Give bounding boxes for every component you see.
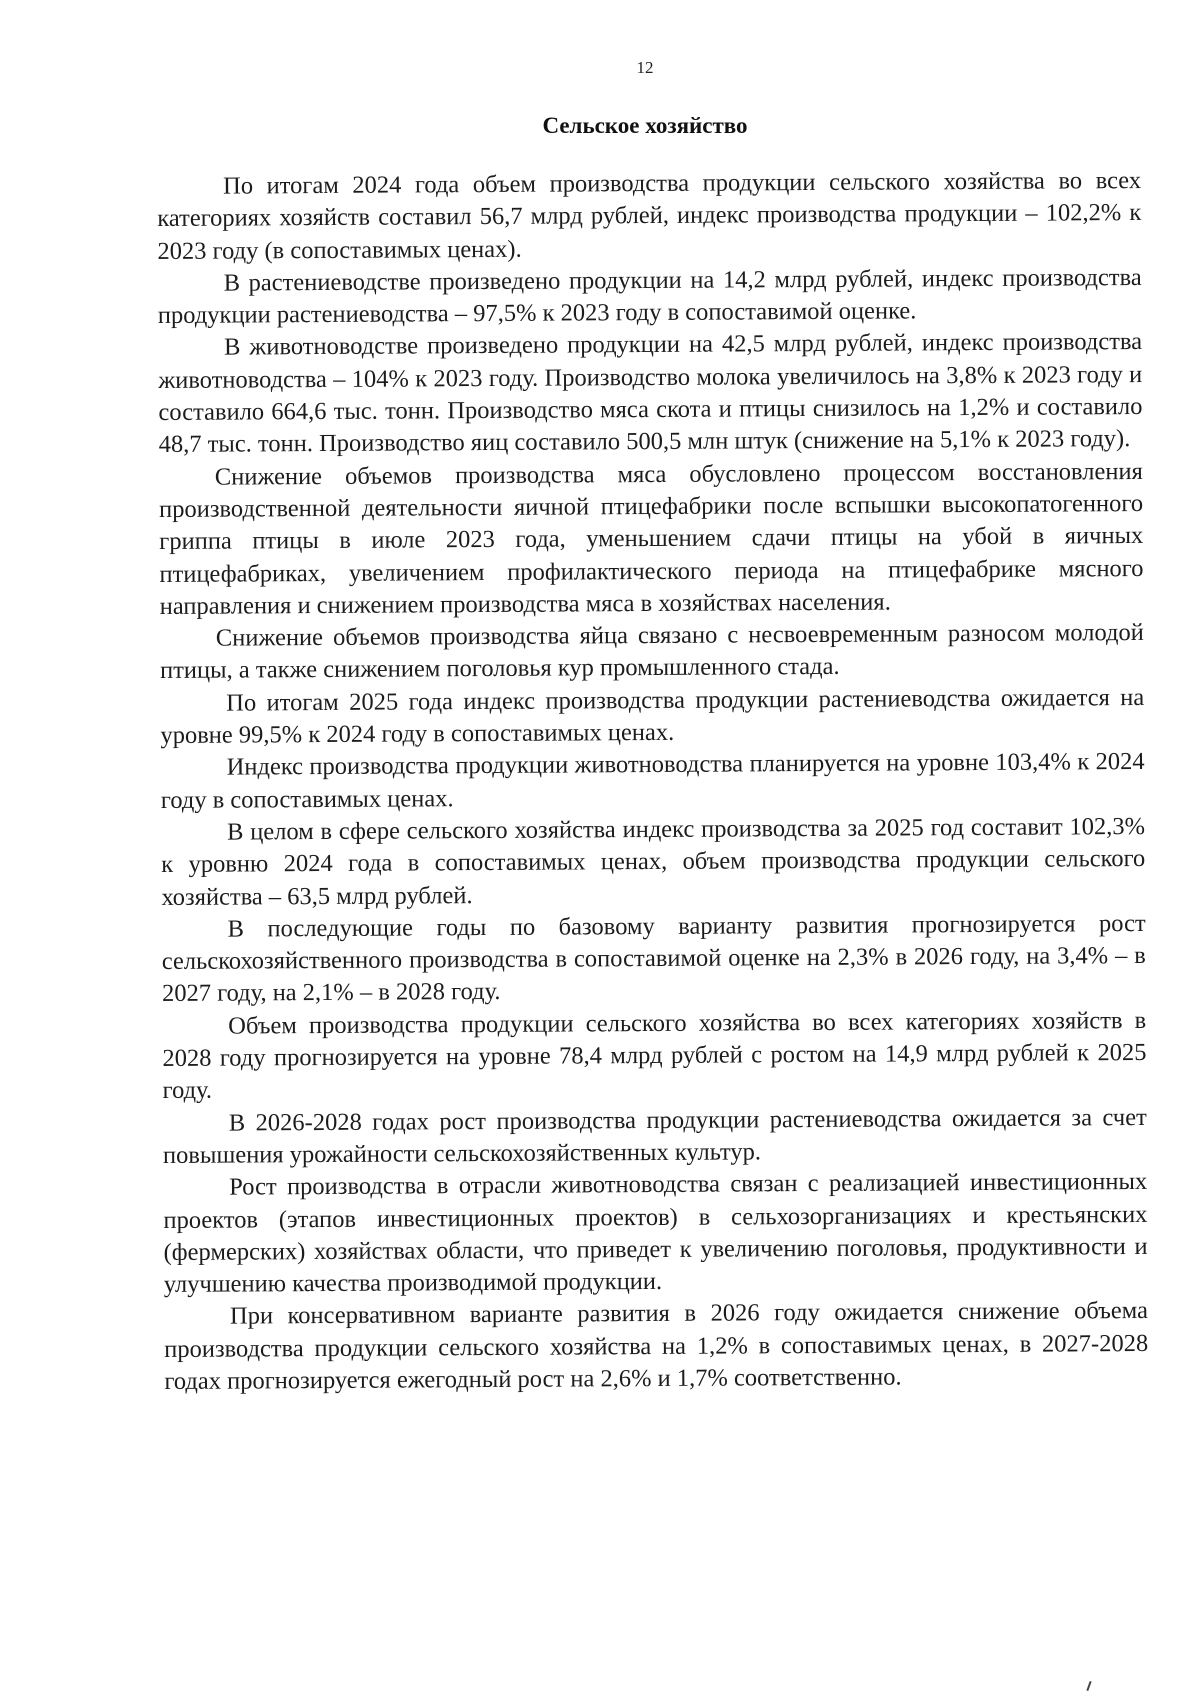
paragraph: В 2026-2028 годах рост производства продукции растениеводства ожидается за счет повышения урожайности сельскохозяйственных культур. xyxy=(162,1103,1147,1169)
page-number: 12 xyxy=(636,58,654,77)
paragraph: Снижение объемов производства яйца связано с несвоевременным разносом молодой птицы, а также снижением поголовья кур промышленного стада. xyxy=(159,619,1144,685)
scan-mark xyxy=(1086,1681,1091,1691)
paragraph: Объем производства продукции сельского хозяйства во всех категориях хозяйств в 2028 году прогнозируется на уровне 78,4 млрд рублей с ростом на 14,9 млрд рублей к 2025 году. xyxy=(162,1006,1147,1105)
section-title: Сельское хозяйство xyxy=(542,113,748,138)
section-body xyxy=(157,165,1148,1398)
paragraph: В растениеводстве произведено продукции на 14,2 млрд рублей, индекс производства продукции растениеводства – 97,5% к 2023 году в сопоставимой оценке. xyxy=(157,263,1142,330)
paragraph: В целом в сфере сельского хозяйства индекс производства за 2025 год составит 102,3% к уровню 2024 года в сопоставимых ценах, объем производства продукции сельского хозяйства – 63,5 млрд рублей. xyxy=(161,812,1146,911)
paragraph: При консервативном варианте развития в 2026 году ожидается снижение объема производства продукции сельского хозяйства на 1,2% в сопоставимых ценах, в 2027-2028 годах прогнозируется ежегодный рост на 2,6% и 1,7% соответственно. xyxy=(164,1297,1149,1395)
paragraph: Индекс производства продукции животноводства планируется на уровне 103,4% к 2024 году в сопоставимых ценах. xyxy=(160,748,1145,814)
paragraph: По итогам 2025 года индекс производства продукции растениеводства ожидается на уровне 99,5% к 2024 году в сопоставимых ценах. xyxy=(160,683,1145,750)
paragraph: В последующие годы по базовому варианту развития прогнозируется рост сельскохозяйственного производства в сопоставимой оценке на 2,3% в 2026 году, на 3,4% – в 2027 году, на 2,1% – в 2028 году. xyxy=(161,909,1146,1008)
paragraph: В животноводстве произведено продукции на 42,5 млрд рублей, индекс производства животноводства – 104% к 2023 году. Производство молока увеличилось на 3,8% к 2023 году и составило 664,6 тыс. тонн. Производство мяса скота и птицы снизилось на 1,2% и составило 48,7 тыс. тонн. Производство яиц составило 500,5 млн штук (снижение на 5,1% к 2023 году). xyxy=(158,328,1143,459)
paragraph: По итогам 2024 года объем производства продукции сельского хозяйства во всех категориях хозяйств составил 56,7 млрд рублей, индекс производства продукции – 102,2% к 2023 году (в сопоставимых ценах). xyxy=(157,166,1142,265)
paragraph: Рост производства в отрасли животноводства связан с реализацией инвестиционных проектов (этапов инвестиционных проектов) в сельхозорганизациях и крестьянских (фермерских) хозяйствах области, что приведет к увеличению поголовья, продуктивности и улучшению качества производимой продукции. xyxy=(163,1168,1148,1299)
paragraph: Снижение объемов производства мяса обусловлено процессом восстановления производственной деятельности яичной птицефабрики после вспышки высокопатогенного гриппа птицы в июле 2023 года, уменьшением сдачи птицы на убой в яичных птицефабриках, увеличением профилактического периода на птицефабрике мясного направления и снижением производства мяса в хозяйствах населения. xyxy=(158,457,1144,620)
